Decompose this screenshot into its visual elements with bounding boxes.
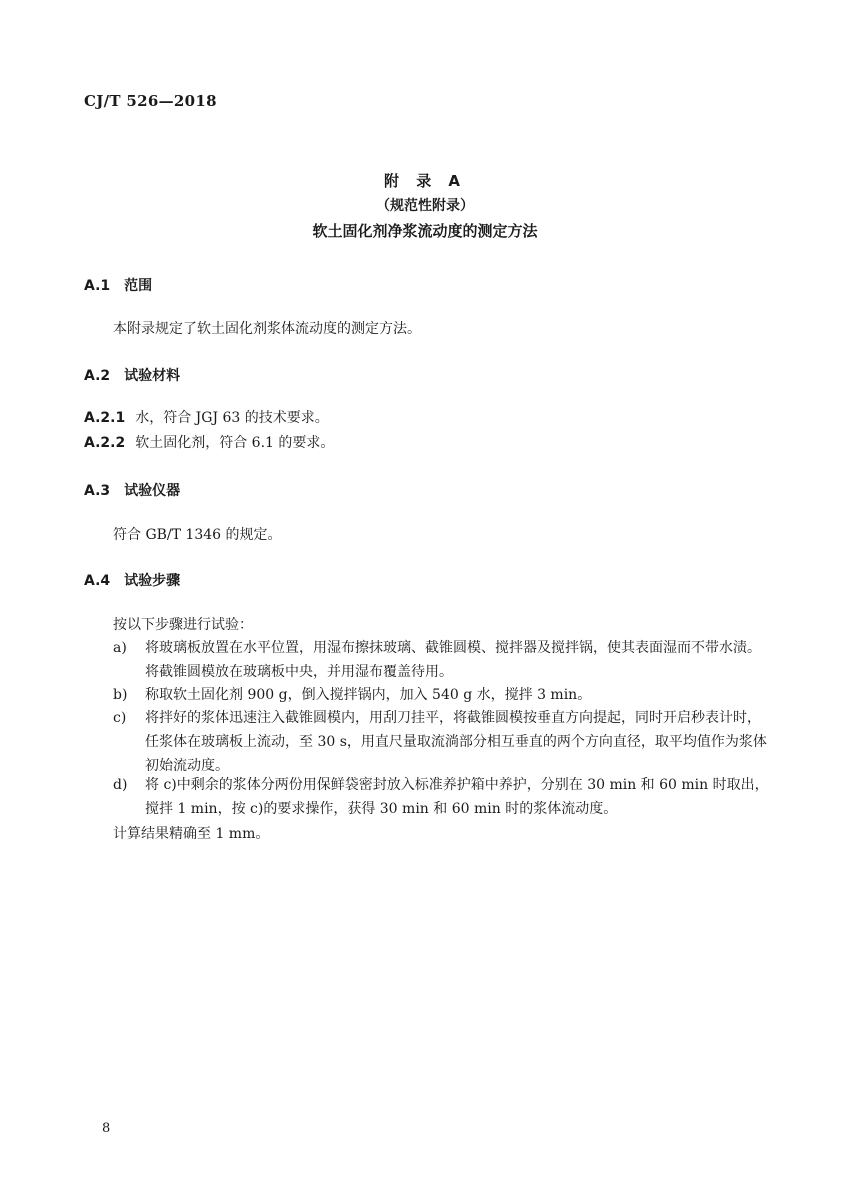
steps-outro: 计算结果精确至 1 mm。 — [113, 826, 270, 842]
step-marker: d) — [113, 777, 128, 793]
step-a — [113, 636, 773, 684]
section-title: 试验仪器 — [124, 483, 181, 499]
page-number: 8 — [102, 1121, 111, 1136]
step-text: 称取软土固化剂 900 g，倒入搅拌锅内，加入 540 g 水，搅拌 3 min。 — [145, 687, 592, 703]
step-text: 将拌好的浆体迅速注入截锥圆模内，用刮刀挂平，将截锥圆模按垂直方向提起，同时开启秒表计时，任浆体在玻璃板上流动，至 30 s，用直尺量取流淌部分相互垂直的两个方向直径，取平均值作为浆体初始流动度。 — [145, 710, 767, 774]
subsection-number: A.2.1 — [84, 410, 126, 426]
section-number: A.2 — [84, 368, 111, 384]
section-number: A.3 — [84, 483, 111, 499]
section-text-a1: 本附录规定了软土固化剂浆体流动度的测定方法。 — [113, 321, 421, 337]
section-heading-a2 — [84, 365, 180, 385]
annex-title: 附 录 A — [383, 172, 467, 190]
step-text: 将 c)中剩余的浆体分两份用保鲜袋密封放入标准养护箱中养护，分别在 30 min 和 60 min 时取出，搅拌 1 min，按 c)的要求操作，获得 30 min 和 60 min 时的浆体流动度。 — [145, 777, 769, 817]
step-marker: b) — [113, 687, 128, 703]
section-heading-a1 — [84, 275, 152, 295]
subsection-a2-2 — [84, 432, 334, 452]
steps-intro: 按以下步骤进行试验： — [113, 617, 253, 633]
step-text: 将玻璃板放置在水平位置，用湿布擦抹玻璃、截锥圆模、搅拌器及搅拌锅，使其表面湿而不带水渍。将截锥圆模放在玻璃板中央，并用湿布覆盖待用。 — [145, 640, 761, 680]
section-number: A.4 — [84, 573, 111, 589]
step-d — [113, 773, 773, 821]
section-title: 范围 — [124, 278, 153, 294]
section-text-a3: 符合 GB/T 1346 的规定。 — [113, 527, 282, 543]
subsection-text: 软土固化剂，符合 6.1 的要求。 — [135, 435, 335, 451]
section-title: 试验材料 — [124, 368, 181, 384]
subsection-number: A.2.2 — [84, 435, 126, 451]
annex-name: 软土固化剂净浆流动度的测定方法 — [312, 222, 538, 240]
section-heading-a3 — [84, 480, 180, 500]
section-heading-a4 — [84, 570, 180, 590]
section-number: A.1 — [84, 278, 111, 294]
standard-code: CJ/T 526—2018 — [84, 92, 217, 110]
section-title: 试验步骤 — [124, 573, 181, 589]
step-b — [113, 683, 773, 707]
subsection-a2-1 — [84, 407, 329, 427]
step-c — [113, 706, 773, 778]
step-marker: c) — [113, 710, 127, 726]
subsection-text: 水，符合 JGJ 63 的技术要求。 — [135, 410, 329, 426]
annex-type: （规范性附录） — [376, 198, 474, 214]
step-marker: a) — [113, 640, 127, 656]
